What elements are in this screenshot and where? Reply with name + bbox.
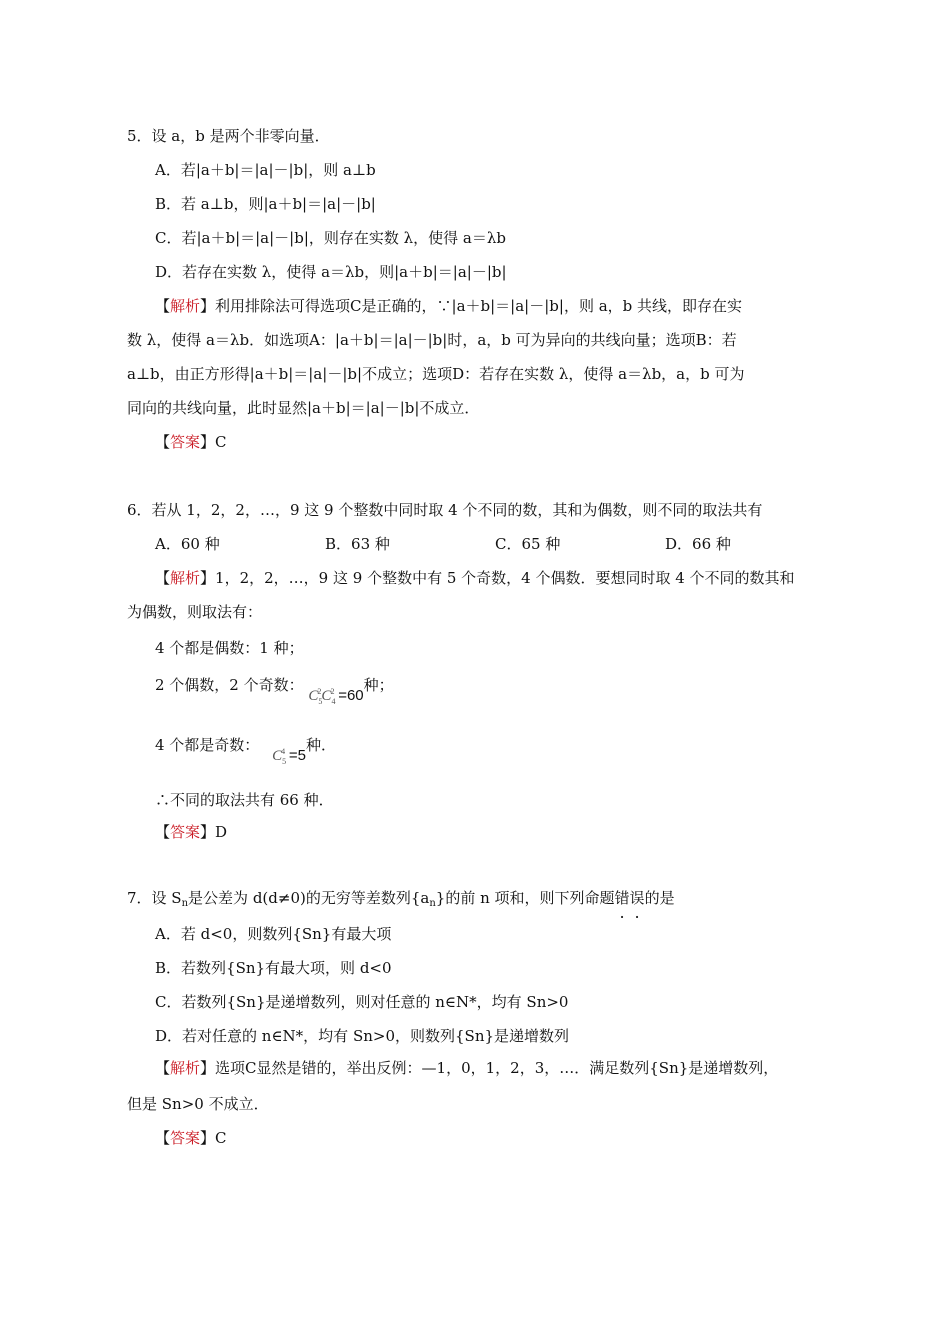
analysis-label: 解析	[170, 1059, 201, 1077]
analysis-label: 解析	[170, 569, 201, 587]
formula-sub-5: 5	[282, 757, 287, 766]
combination-formula-c52c42	[308, 682, 363, 712]
q7-stem-emph-1: 错	[614, 889, 630, 907]
q5-stem: 5．设 a，b 是两个非零向量．	[127, 127, 330, 145]
q7-stem: 7．设 $S_n$是公差为 d(d≠0)的无穷等差数列$\{a_n\}$的前 n 项和，则下列命题错误的是	[127, 889, 675, 909]
formula-sup-2: 2	[317, 687, 322, 696]
q7-answer	[155, 1128, 227, 1148]
bracket-close: 】	[200, 823, 216, 841]
q5-answer-value: C	[215, 433, 227, 451]
q5-option-a: A．若|a＋b|＝|a|－|b|，则 a⊥b	[155, 161, 376, 179]
q7-option-a: A．若 d<0，则数列{Sn}有最大项	[155, 925, 392, 943]
bracket-open: 【	[155, 297, 171, 315]
q6-option-b: B．63 种	[325, 535, 390, 553]
bracket-close: 】	[200, 1129, 216, 1147]
bracket-close: 】	[200, 1059, 216, 1077]
q5-analysis-line-4: 同向的共线向量，此时显然|a＋b|＝|a|－|b|不成立．	[127, 399, 480, 417]
q7-analysis-line-1	[155, 1058, 778, 1078]
q6-options	[155, 534, 835, 554]
q6-analysis-line-2: 为偶数，则取法有：	[127, 603, 263, 621]
bracket-open: 【	[155, 823, 171, 841]
answer-label: 答案	[170, 433, 201, 451]
q7-stem-part-1: 7．设 S	[127, 889, 182, 907]
q5-option-d: D．若存在实数 λ，使得 a＝λb，则|a＋b|＝|a|－|b|	[155, 263, 507, 281]
q5-option-b: B．若 a⊥b，则|a＋b|＝|a|－|b|	[155, 195, 376, 213]
analysis-label: 解析	[170, 297, 201, 315]
q7-stem-part-3: }的前 n 项和，则下列命题	[435, 889, 615, 907]
q6-analysis-line-1	[155, 568, 795, 588]
bracket-close: 】	[200, 433, 216, 451]
q7-option-c: C．若数列{Sn}是递增数列，则对任意的 n∈N*，均有 Sn>0	[155, 993, 569, 1011]
q5-analysis-text-1: 利用排除法可得选项C是正确的，∵|a＋b|＝|a|－|b|，则 a，b 共线，即存在实	[215, 297, 743, 315]
formula-sup-4: 4	[281, 747, 286, 756]
formula-sub-5: 5	[318, 697, 323, 706]
q7-stem-part-4: 的是	[644, 889, 675, 907]
q6-case-2-unit: 种；	[363, 676, 394, 694]
q7-analysis-text-1: 选项C显然是错的，举出反例：—1，0，1，2，3，…．满足数列{Sn}是递增数列，	[215, 1059, 779, 1077]
q6-stem: 6．若从 1，2，2，…，9 这 9 个整数中同时取 4 个不同的数，其和为偶数，则不同的取法共有	[127, 501, 763, 519]
q6-case-3-unit: 种．	[305, 736, 336, 754]
q7-option-b: B．若数列{Sn}有最大项，则 d<0	[155, 959, 392, 977]
q6-case-2-label: 2 个偶数，2 个奇数：	[155, 676, 304, 694]
q5-analysis-line-2: 数 λ，使得 a＝λb．如选项A：|a＋b|＝|a|－|b|时，a，b 可为异向的共线向量；选项B：若	[127, 331, 737, 349]
q5-analysis-line-3: a⊥b，由正方形得|a＋b|＝|a|－|b|不成立；选项D：若存在实数 λ，使得 a＝λb，a，b 可为	[127, 365, 745, 383]
answer-label: 答案	[170, 823, 201, 841]
q6-option-d: D．66 种	[665, 535, 731, 553]
q6-case-2-result: =60	[338, 687, 364, 704]
q6-answer	[155, 822, 227, 842]
formula-c: C	[321, 688, 332, 704]
q7-option-d: D．若对任意的 n∈N*，均有 Sn>0，则数列{Sn}是递增数列	[155, 1027, 570, 1045]
bracket-close: 】	[200, 569, 216, 587]
q6-answer-value: D	[215, 823, 228, 841]
q7-answer-value: C	[215, 1129, 227, 1147]
q6-case-3-label: 4 个都是奇数：	[155, 736, 260, 754]
formula-c: C	[272, 748, 283, 764]
q6-case-3	[155, 732, 336, 766]
bracket-open: 【	[155, 1059, 171, 1077]
q6-option-a: A．60 种	[155, 535, 220, 553]
bracket-open: 【	[155, 569, 171, 587]
q7-stem-part-2: 是公差为 d(d≠0)的无穷等差数列{a	[188, 889, 430, 907]
q6-case-3-result: =5	[288, 747, 306, 764]
combination-formula-c54	[272, 742, 306, 772]
q5-analysis-line-1	[155, 296, 742, 316]
answer-label: 答案	[170, 1129, 201, 1147]
q6-option-c: C．65 种	[495, 535, 561, 553]
q5-option-c: C．若|a＋b|＝|a|－|b|，则存在实数 λ，使得 a＝λb	[155, 229, 506, 247]
q5-answer	[155, 432, 227, 452]
formula-c: C	[308, 688, 319, 704]
q6-analysis-text-1: 1，2，2，…，9 这 9 个整数中有 5 个奇数，4 个偶数．要想同时取 4 个不同的数其和	[215, 569, 795, 587]
q7-analysis-line-2: 但是 Sn>0 不成立．	[127, 1095, 269, 1113]
formula-sup-2: 2	[330, 687, 335, 696]
q6-case-2	[155, 672, 394, 706]
formula-sub-4: 4	[331, 697, 336, 706]
bracket-open: 【	[155, 1129, 171, 1147]
bracket-open: 【	[155, 433, 171, 451]
q6-case-1: 4 个都是偶数：1 种；	[155, 639, 304, 657]
q6-conclusion: ∴不同的取法共有 66 种．	[155, 791, 334, 809]
bracket-close: 】	[200, 297, 216, 315]
q7-stem-emph-2: 误	[629, 889, 645, 907]
